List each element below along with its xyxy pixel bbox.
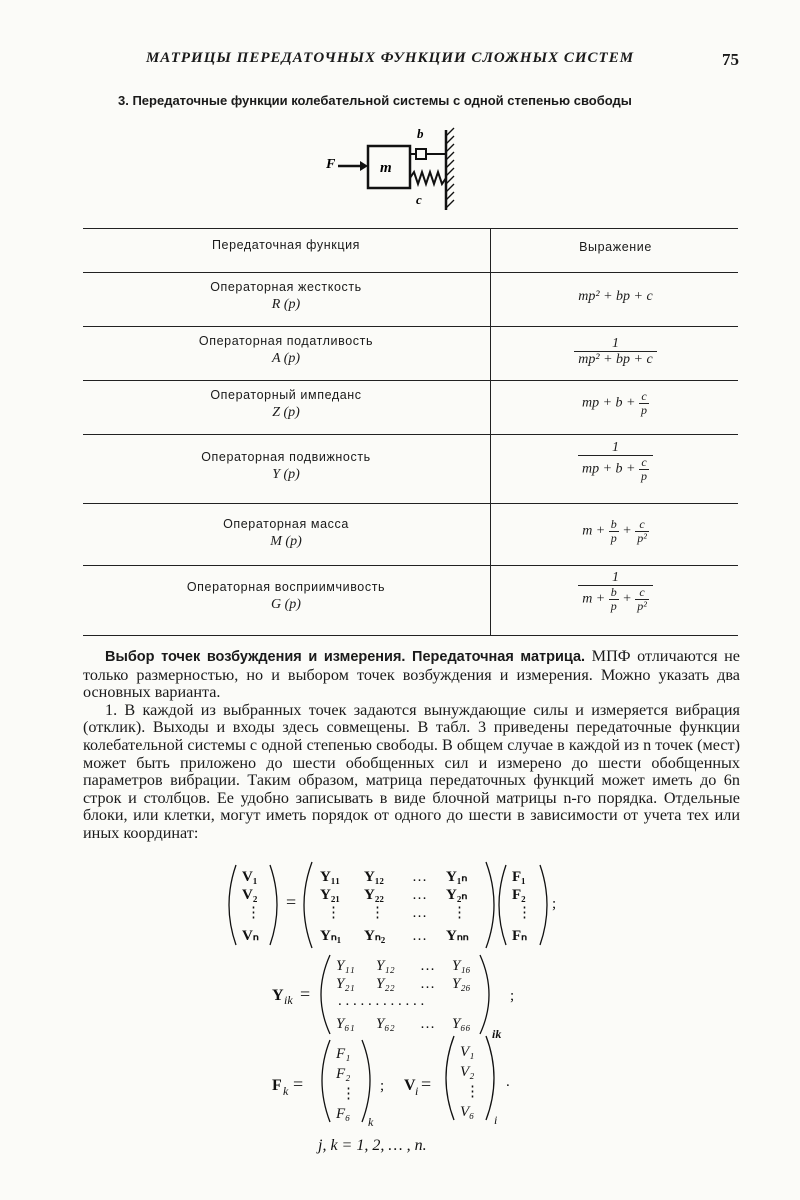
svg-text:. . . . . . . . . . . .: . . . . . . . . . . . .	[338, 993, 425, 1009]
svg-text:…: …	[412, 905, 427, 921]
function-symbol: M (p)	[270, 534, 302, 549]
svg-text:Yₙₙ: Yₙₙ	[446, 928, 469, 944]
svg-text:;: ;	[380, 1078, 385, 1094]
paragraph-heading: Выбор точек возбуждения и измерения. Передаточная матрица.	[105, 649, 586, 665]
svg-text:i: i	[494, 1113, 498, 1127]
function-name: Операторная подвижность	[201, 450, 371, 464]
svg-text:Y₆₂: Y₆₂	[376, 1016, 395, 1032]
matrix-y-block	[336, 958, 471, 1032]
svg-text:V₆: V₆	[460, 1104, 475, 1120]
svg-text:F₆: F₆	[336, 1106, 351, 1122]
spring-label: c	[416, 192, 422, 207]
equation-vyf	[229, 862, 556, 948]
svg-text:Fₙ: Fₙ	[512, 928, 528, 944]
svg-text:k: k	[368, 1115, 374, 1129]
svg-text:Y₁₂: Y₁₂	[364, 869, 384, 885]
svg-text:F₂: F₂	[512, 887, 526, 903]
table-caption: 3. Передаточные функции колебательной системы с одной степенью свободы	[118, 93, 632, 108]
table-header-function: Передаточная функция	[211, 238, 361, 252]
index-range: j, k = 1, 2, … , n.	[318, 1137, 427, 1154]
svg-text:Y₆₁: Y₆₁	[336, 1016, 355, 1032]
svg-text:Y₆₆: Y₆₆	[452, 1016, 471, 1032]
svg-text:Y₂₁: Y₂₁	[320, 887, 340, 903]
svg-text:F₂: F₂	[336, 1066, 351, 1082]
svg-text:Y₁₆: Y₁₆	[452, 958, 471, 974]
paragraph: 1. В каждой из выбранных точек задаются вынуждающие силы и измеряется вибрация (отклик). Выходы и входы здесь совмещены. В табл. 3 приведены передаточные функции колебательной системы с одной степенью свободы. В общем случае в каждой из n точек (мест) может быть приложено до шести обобщенных сил и измерено до шести обобщенных параметров вибрации. Таким образом, матрица передаточных функций может иметь до 6n строк и столбцов. Ее удобно записывать в виде блочной матрицы n-го порядка. Отдельные блоки, или клетки, могут иметь порядок от одного до шести в зависимости от учета тех или иных координат:	[83, 700, 740, 842]
svg-text:F₁: F₁	[336, 1046, 351, 1062]
svg-text:⋮: ⋮	[452, 905, 467, 921]
vector-v-block	[460, 1044, 480, 1120]
svg-text:⋮: ⋮	[517, 905, 532, 921]
damper-label: b	[417, 126, 424, 141]
mass-label: m	[380, 160, 392, 176]
svg-text:=: =	[300, 984, 311, 1004]
svg-text:Yₙ₁: Yₙ₁	[320, 928, 342, 944]
expression-mobility: 1 mp + b + $\frac{c}{p}$	[493, 440, 738, 483]
svg-text:;: ;	[552, 896, 557, 912]
force-label: F	[326, 157, 336, 172]
svg-text:Y₂₆: Y₂₆	[452, 976, 471, 992]
svg-text:Y₂₂: Y₂₂	[376, 976, 395, 992]
svg-text:⋮: ⋮	[246, 905, 261, 921]
svg-text:Y₂ₙ: Y₂ₙ	[446, 887, 468, 903]
svg-text:Y: Y	[272, 987, 284, 1004]
paragraph: Выбор точек возбуждения и измерения. Передаточная матрица. МПФ отличаются не только размерностью, но и выбором точек возбуждения и измерения. Можно указать два основных варианта.	[83, 647, 740, 702]
function-name: Операторная восприимчивость	[186, 580, 386, 594]
expression-impedance: mp + b + $\frac{c}{p}$	[581, 389, 647, 417]
table-header-expression: Выражение	[579, 240, 652, 254]
expression-receptance: 1 m + $\frac{b}{p}$ + $\frac{c}{\text{p²}}$	[493, 570, 738, 613]
svg-text:Y₁₂: Y₁₂	[376, 958, 395, 974]
expression-compliance: $\frac{1}{\text{mp² + bp + c}}$	[493, 336, 738, 368]
expression-mass: m + $\frac{b}{p}$ + $\frac{c}{\text{p²}}$	[582, 517, 647, 545]
svg-text:ik: ik	[492, 1027, 502, 1041]
svg-text:;: ;	[510, 988, 515, 1004]
svg-text:Y₂₁: Y₂₁	[336, 976, 355, 992]
svg-text:=: =	[421, 1074, 432, 1094]
vector-v: V₁	[242, 869, 258, 885]
page-number: 75	[722, 50, 739, 69]
svg-text:⋮: ⋮	[326, 905, 341, 921]
svg-text:…: …	[412, 928, 427, 944]
equation-fk-vi	[272, 1036, 510, 1129]
svg-text:Vₙ: Vₙ	[242, 928, 259, 944]
svg-text:…: …	[420, 958, 435, 974]
function-name: Операторная масса	[223, 517, 349, 531]
function-name: Операторная жесткость	[210, 280, 362, 294]
svg-text:…: …	[420, 1016, 435, 1032]
equation-yik	[272, 955, 514, 1041]
running-title: МАТРИЦЫ ПЕРЕДАТОЧНЫХ ФУНКЦИИ СЛОЖНЫХ СИСТЕМ	[145, 50, 635, 66]
matrix-y	[320, 869, 469, 944]
function-symbol: Y (p)	[272, 467, 300, 482]
svg-text:⋮: ⋮	[341, 1086, 356, 1102]
svg-text:Y₁ₙ: Y₁ₙ	[446, 869, 468, 885]
svg-text:Y₁₁: Y₁₁	[320, 869, 340, 885]
svg-text:i: i	[415, 1084, 419, 1098]
vector-f: F₁	[512, 869, 526, 885]
svg-text:…: …	[412, 887, 427, 903]
svg-text:.: .	[506, 1074, 510, 1090]
svg-text:⋮: ⋮	[370, 905, 385, 921]
function-symbol: G (p)	[271, 597, 301, 612]
svg-text:Y₁₁: Y₁₁	[336, 958, 355, 974]
svg-text:=: =	[293, 1074, 304, 1094]
svg-text:Y₂₂: Y₂₂	[364, 887, 384, 903]
svg-text:V: V	[404, 1077, 416, 1094]
svg-text:k: k	[283, 1084, 289, 1098]
svg-text:=: =	[286, 892, 297, 912]
function-name: Операторная податливость	[198, 334, 374, 348]
svg-text:…: …	[412, 869, 427, 885]
svg-text:⋮: ⋮	[465, 1084, 480, 1100]
function-symbol: R (p)	[271, 297, 301, 312]
svg-text:ik: ik	[284, 993, 293, 1007]
vector-f-block	[335, 1046, 356, 1122]
svg-text:V₂: V₂	[460, 1064, 475, 1080]
function-symbol: A (p)	[271, 351, 301, 366]
svg-text:F: F	[272, 1077, 282, 1094]
svg-text:…: …	[420, 976, 435, 992]
svg-text:V₂: V₂	[242, 887, 258, 903]
function-symbol: Z (p)	[272, 405, 300, 420]
svg-text:Yₙ₂: Yₙ₂	[364, 928, 386, 944]
expression-stiffness: mp² + bp + c	[578, 289, 653, 304]
function-name: Операторный импеданс	[210, 388, 362, 402]
svg-text:V₁: V₁	[460, 1044, 475, 1060]
